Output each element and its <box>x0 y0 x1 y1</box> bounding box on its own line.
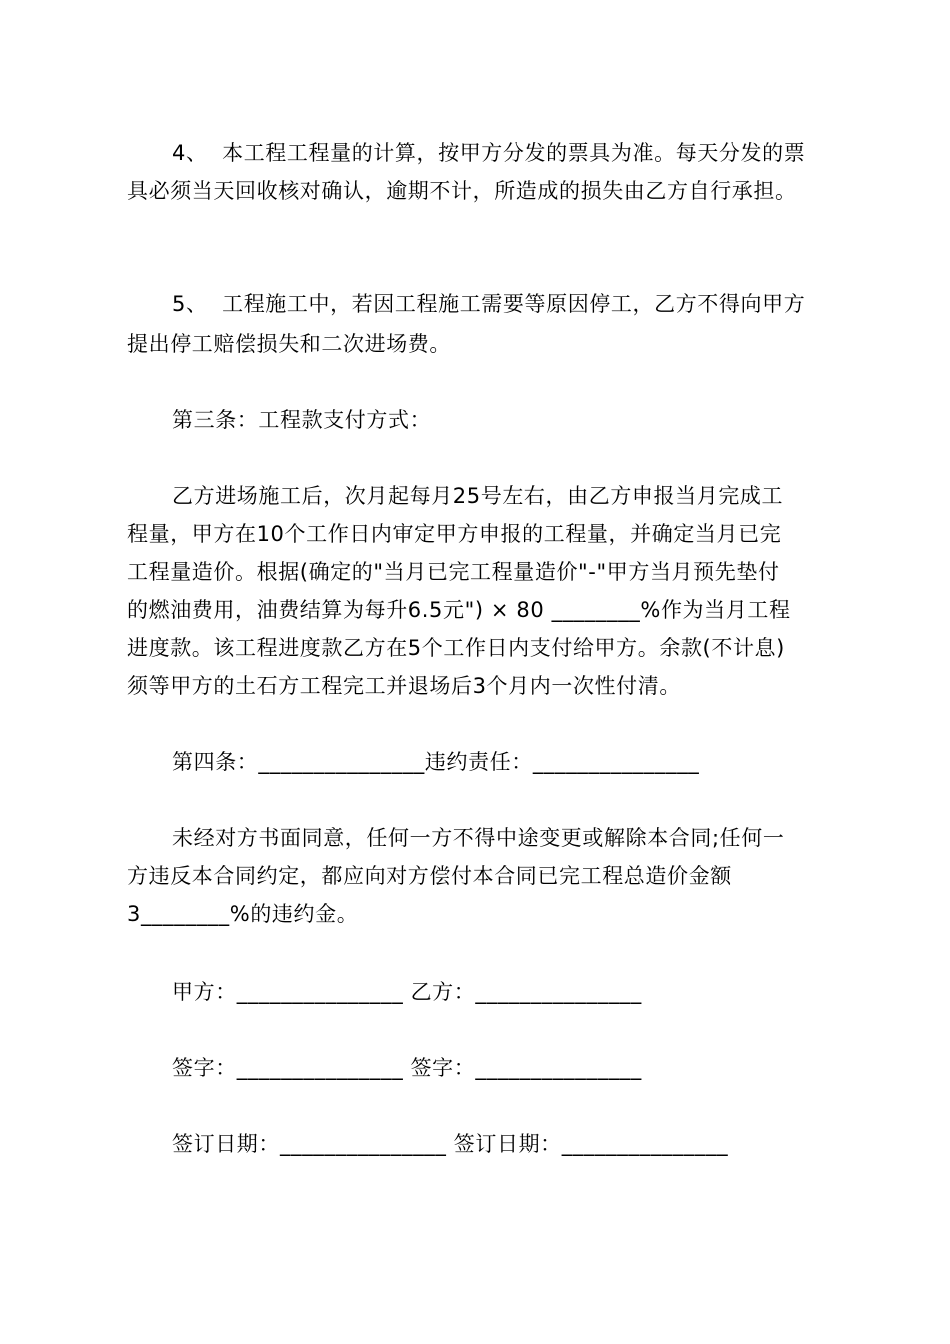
article-4-line-3: 3________%的违约金。 <box>127 902 359 926</box>
article-3-line-2: 程量，甲方在10个工作日内审定甲方申报的工程量，并确定当月已完 <box>127 522 782 546</box>
signature-signs: 签字：_______________ 签字：_______________ <box>172 1056 642 1080</box>
item-5-line-2: 提出停工赔偿损失和二次进场费。 <box>127 332 451 356</box>
article-3-heading: 第三条：工程款支付方式： <box>172 408 432 432</box>
signature-parties: 甲方：_______________ 乙方：_______________ <box>172 980 642 1004</box>
article-4-line-1: 未经对方书面同意，任何一方不得中途变更或解除本合同;任何一 <box>172 826 785 850</box>
article-3-line-6: 须等甲方的土石方工程完工并退场后3个月内一次性付清。 <box>127 674 681 698</box>
item-5-line-1: 5、 工程施工中，若因工程施工需要等原因停工，乙方不得向甲方 <box>172 292 806 316</box>
item-4-line-1: 4、 本工程工程量的计算，按甲方分发的票具为准。每天分发的票 <box>172 141 806 165</box>
article-3-line-5: 进度款。该工程进度款乙方在5个工作日内支付给甲方。余款(不计息) <box>127 636 785 660</box>
article-4-line-2: 方违反本合同约定，都应向对方偿付本合同已完工程总造价金额 <box>127 864 732 888</box>
article-3-line-3: 工程量造价。根据(确定的"当月已完工程量造价"-"甲方当月预先垫付 <box>127 560 780 584</box>
article-4-heading: 第四条：_______________违约责任：_______________ <box>172 750 700 774</box>
article-3-line-4: 的燃油费用，油费结算为每升6.5元") × 80 ________%作为当月工程 <box>127 598 791 622</box>
signature-dates: 签订日期：_______________ 签订日期：_______________ <box>172 1132 729 1156</box>
item-4-line-2: 具必须当天回收核对确认，逾期不计，所造成的损失由乙方自行承担。 <box>127 179 797 203</box>
article-3-line-1: 乙方进场施工后，次月起每月25号左右，由乙方申报当月完成工 <box>172 484 784 508</box>
